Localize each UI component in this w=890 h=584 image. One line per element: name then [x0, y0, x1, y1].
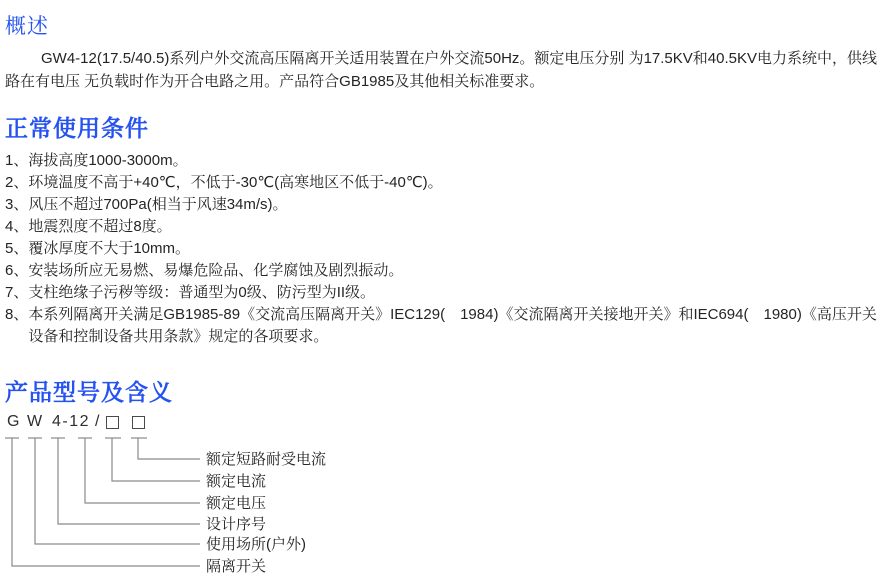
item-number: 4、: [5, 218, 29, 235]
condition-item: [5, 194, 886, 216]
label-design-serial-number: 设计序号: [206, 516, 267, 533]
item-number: 5、: [5, 240, 29, 257]
item-number: 2、: [5, 174, 29, 191]
item-text: 地震烈度不超过8度。: [28, 218, 172, 235]
section-overview: [5, 13, 886, 93]
label-rated-current: 额定电流: [206, 473, 267, 490]
conditions-list: [5, 150, 886, 348]
item-text: 覆冰厚度不大于10mm。: [28, 240, 191, 257]
item-number: 8、: [5, 306, 29, 323]
model-heading: 产品型号及含义: [5, 379, 173, 405]
item-number: 3、: [5, 196, 29, 213]
model-diagram: [0, 412, 480, 584]
section-conditions: [5, 112, 886, 348]
label-rated-short-circuit-withstand-current: 额定短路耐受电流: [206, 451, 327, 468]
item-text: 海拔高度1000-3000m。: [28, 152, 188, 169]
condition-item: [5, 172, 886, 194]
item-number: 6、: [5, 262, 29, 279]
label-disconnect-switch: 隔离开关: [206, 558, 267, 575]
condition-item: [5, 150, 886, 172]
section-model: [5, 376, 886, 408]
model-code-g: G: [7, 413, 20, 430]
model-code-slash: /: [95, 413, 100, 430]
item-text: 环境温度不高于+40℃，不低于-30℃(高寒地区不低于-40℃)。: [28, 174, 443, 191]
item-number: 7、: [5, 284, 29, 301]
label-usage-place-outdoor: 使用场所(户外): [206, 536, 306, 553]
item-text: 安装场所应无易燃、易爆危险品、化学腐蚀及剧烈振动。: [28, 262, 404, 279]
model-code-w: W: [27, 413, 43, 430]
model-code-series: 4-12: [52, 413, 91, 430]
condition-item: [5, 238, 886, 260]
conditions-heading: 正常使用条件: [5, 115, 149, 141]
label-rated-voltage: 额定电压: [206, 495, 267, 512]
item-text: 支柱绝缘子污秽等级：普通型为0级、防污型为II级。: [28, 284, 376, 301]
condition-item: [5, 260, 886, 282]
overview-paragraph: GW4-12(17.5/40.5)系列户外交流高压隔离开关适用装置在户外交流50Hz。额定电压分别 为17.5KV和40.5KV电力系统中，供线路在有电压 无负载时作为开合电路之用。产品符合GB1985及其他相关标准要求。: [5, 50, 877, 90]
item-number: 1、: [5, 152, 29, 169]
overview-heading: 概述: [5, 15, 49, 38]
item-text: 风压不超过700Pa(相当于风速34m/s)。: [28, 196, 288, 213]
condition-item: [5, 216, 886, 238]
item-text: 本系列隔离开关满足GB1985-89《交流高压隔离开关》IEC129( 1984)《交流隔离开关接地开关》和IEC694( 1980)《高压开关设备和控制设备共用条款》规定的各项要求。: [28, 306, 877, 345]
condition-item: [5, 304, 886, 348]
condition-item: [5, 282, 886, 304]
